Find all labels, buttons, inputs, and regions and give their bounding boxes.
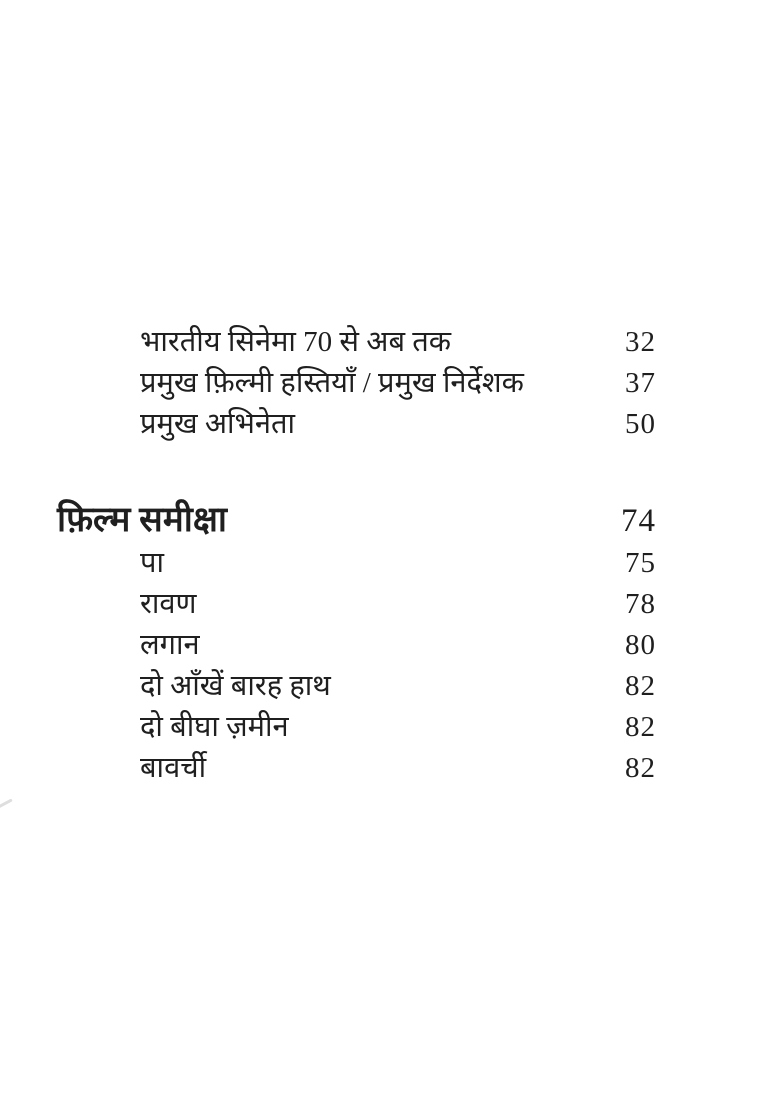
toc-section-heading — [0, 497, 656, 543]
toc-entry-page-number: 80 — [625, 629, 656, 661]
toc-entry — [0, 625, 656, 666]
toc-entry-page-number: 37 — [625, 367, 656, 399]
toc-entry — [0, 404, 656, 445]
toc-entry-label: प्रमुख फ़िल्मी हस्तियाँ / प्रमुख निर्देशक — [140, 367, 524, 399]
toc-section-heading-label: फ़िल्म समीक्षा — [57, 500, 227, 539]
scan-artifact — [0, 798, 13, 808]
toc-entry — [0, 666, 656, 707]
toc-entry-label: रावण — [140, 588, 197, 620]
toc-entry — [0, 707, 656, 748]
toc-entry-page-number: 78 — [625, 588, 656, 620]
toc-entry-page-number: 32 — [625, 326, 656, 358]
toc-entry-label: प्रमुख अभिनेता — [140, 408, 296, 440]
toc-entry — [0, 584, 656, 625]
toc-entry — [0, 363, 656, 404]
toc-entry-page-number: 82 — [625, 752, 656, 784]
toc-entry-page-number: 82 — [625, 711, 656, 743]
toc-section-heading-page-number: 74 — [621, 503, 656, 539]
toc-entry-label: पा — [140, 547, 164, 579]
toc-entry-page-number: 75 — [625, 547, 656, 579]
toc-entry — [0, 322, 656, 363]
toc-entry-label: भारतीय सिनेमा 70 से अब तक — [140, 326, 452, 358]
toc-entry-label: लगान — [140, 629, 200, 661]
toc-entry — [0, 543, 656, 584]
toc-entry-page-number: 50 — [625, 408, 656, 440]
toc-entry-label: दो आँखें बारह हाथ — [140, 670, 331, 702]
table-of-contents — [0, 322, 780, 789]
toc-entry — [0, 748, 656, 789]
toc-entry-label: दो बीघा ज़मीन — [140, 711, 289, 743]
toc-entry-label: बावर्ची — [140, 752, 207, 784]
toc-entry-page-number: 82 — [625, 670, 656, 702]
